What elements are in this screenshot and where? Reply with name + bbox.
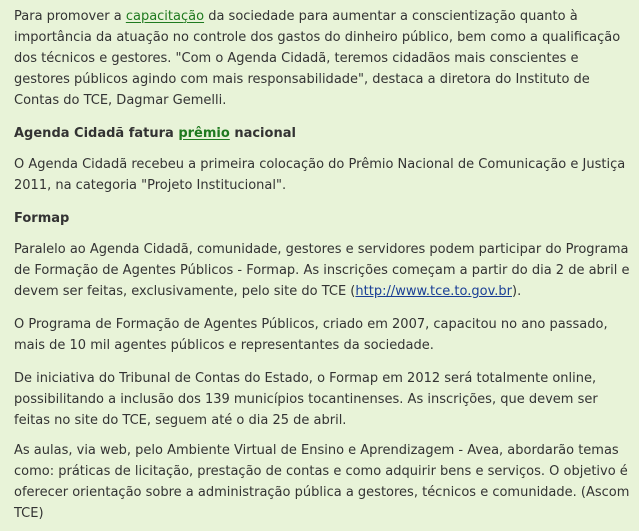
heading-agenda-premio [14, 123, 633, 144]
paragraph-text-end: ). [512, 284, 522, 299]
paragraph-programa-formacao: O Programa de Formação de Agentes Públicos, criado em 2007, capacitou no ano passado, mais de 10 mil agentes públicos e representantes da sociedade. [14, 317, 608, 353]
heading-text-start: Agenda Cidadã fatura [14, 126, 179, 141]
paragraph-text-start: Paralelo ao Agenda Cidadã, comunidade, gestores e servidores podem participar do Programa de Formação de Agentes Públicos - Formap. As inscrições começam a partir do dia 2 de abril e devem ser feitas, exclusivamente, pelo site do TCE ( [14, 242, 630, 299]
capacitacao-link[interactable]: capacitação [125, 9, 205, 24]
paragraph-aulas-avea: As aulas, via web, pelo Ambiente Virtual de Ensino e Aprendizagem - Avea, abordarão temas como: práticas de licitação, prestação de contas e como adquirir bens e serviços. O objetivo é oferecer orientação sobre a administração pública a gestores, técnicos e comunidade. (Ascom TCE) [14, 443, 630, 521]
premio-link[interactable]: prêmio [178, 126, 230, 141]
heading-text-end: nacional [229, 126, 296, 141]
tce-site-link[interactable]: http://www.tce.to.gov.br [355, 284, 512, 299]
paragraph-text-end: da sociedade para aumentar a conscientização quanto à importância da atuação no controle dos gastos do dinheiro público, bem como a qualificação dos técnicos e gestores. "Com o Agenda Cidadã, teremos cidadãos mais conscientes e gestores públicos agindo com mais responsabilidade", destaca a diretora do Instituto de Contas do TCE, Dagmar Gemelli. [14, 9, 621, 108]
paragraph-formap-inscricoes [14, 239, 633, 302]
paragraph-text-start: Para promover a [14, 9, 126, 24]
heading-formap: Formap [14, 211, 70, 226]
paragraph-capacitacao [14, 6, 633, 111]
paragraph-premio-nacional: O Agenda Cidadã recebeu a primeira colocação do Prêmio Nacional de Comunicação e Justiça 2011, na categoria "Projeto Institucional". [14, 157, 626, 193]
paragraph-formap-online: De iniciativa do Tribunal de Contas do Estado, o Formap em 2012 será totalmente online, possibilitando a inclusão dos 139 municípios tocantinenses. As inscrições, que devem ser feitas no site do TCE, seguem até o dia 25 de abril. [14, 371, 598, 428]
